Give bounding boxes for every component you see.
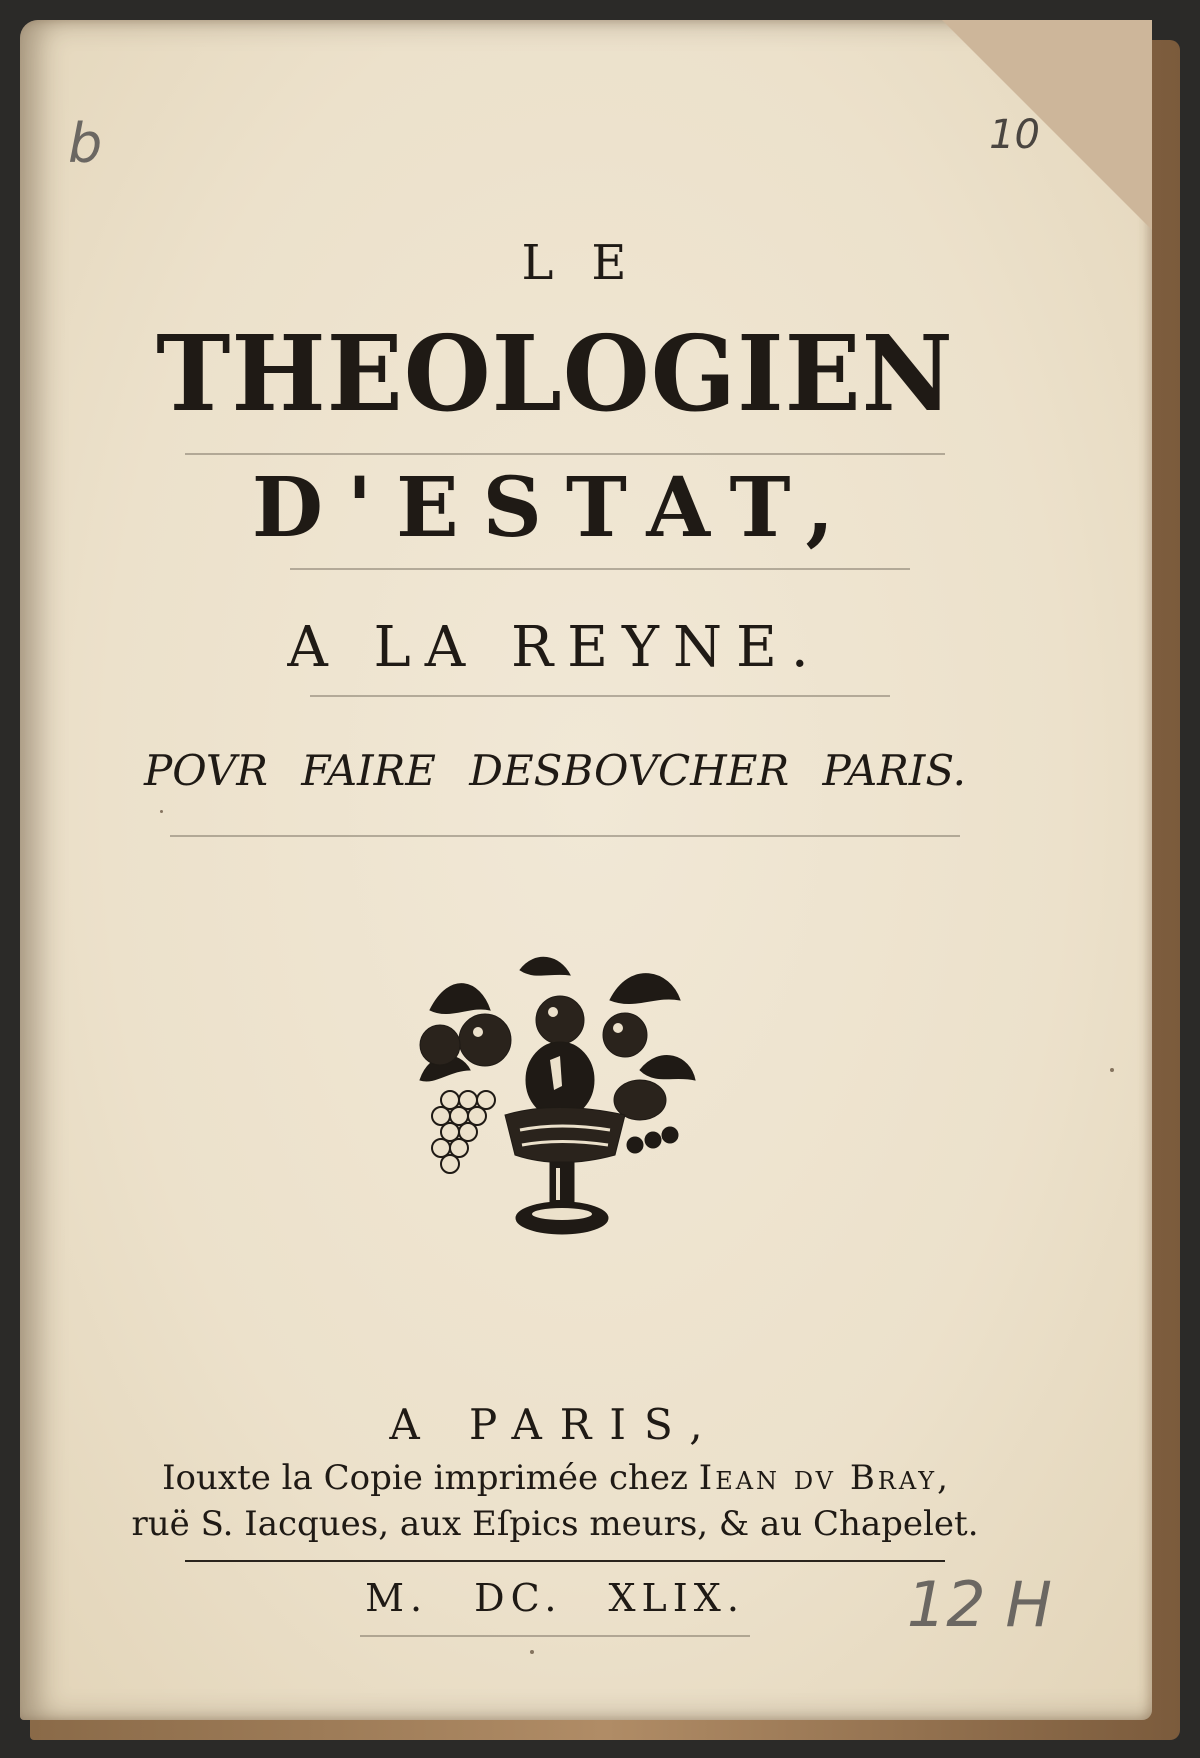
main-title: THEOLOGIEN: [156, 312, 954, 435]
title-subline: D'ESTAT,: [251, 460, 859, 556]
imprint-prefix: Iouxte la Copie imprimée chez: [162, 1458, 699, 1498]
paper-spot: [530, 1650, 534, 1654]
page: [20, 20, 1152, 1720]
title-text-block: [20, 20, 1090, 1720]
paper-spot: [160, 810, 163, 813]
imprint-rule: [185, 1560, 945, 1562]
folio-number: 10: [989, 112, 1040, 158]
imprint-city: A PARIS,: [389, 1400, 721, 1449]
paper-spot: [1110, 1068, 1114, 1072]
dedication-line: A LA REYNE.: [287, 615, 823, 680]
imprint-printer-line: [20, 1458, 1090, 1498]
printer-name: Iean dv Bray: [698, 1458, 938, 1498]
left-margin-mark: b: [68, 112, 103, 175]
publication-date: M. DC. XLIX.: [365, 1576, 745, 1620]
imprint-comma: ,: [937, 1458, 948, 1498]
faint-rule: [310, 695, 890, 697]
italic-subtitle: POVR FAIRE DESBOVCHER PARIS.: [143, 746, 967, 795]
faint-rule: [170, 835, 960, 837]
faint-rule: [290, 568, 910, 570]
shelf-mark: 12 H: [906, 1568, 1052, 1641]
imprint-address-line: ruë S. Iacques, aux Eſpics meurs, & au Chapelet.: [131, 1504, 979, 1544]
faint-rule: [360, 1635, 750, 1637]
faint-rule: [185, 453, 945, 455]
fruit-basket-fleuron-icon: [410, 950, 700, 1240]
title-article: LE: [521, 235, 665, 291]
